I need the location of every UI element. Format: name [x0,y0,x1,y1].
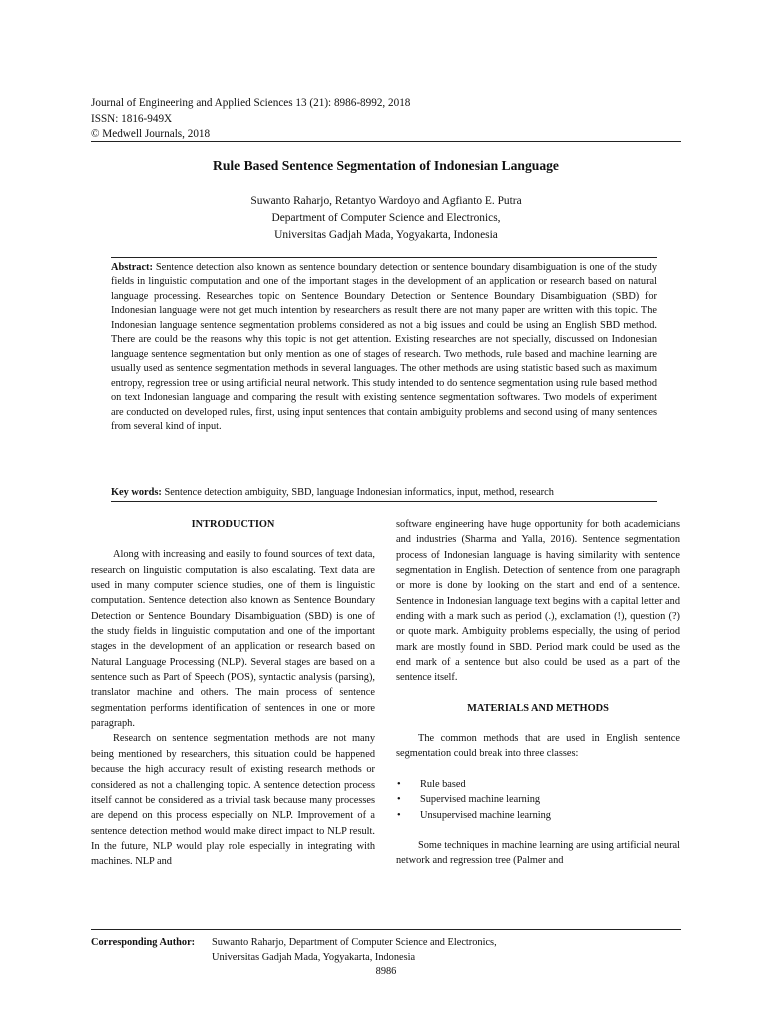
keywords [111,487,657,498]
intro-paragraph-2: Research on sentence segmentation methods are not many being mentioned by researchers, this situation could be happened because the high accuracy result of existing research methods or considered as not a challenging topic. A sentence detection process itself cannot be considered as a trivial task because many processes are depend on this process especially on NLP. Improvement of a sentence detection method would make direct impact to NLP result. In the future, NLP would play role especially in integrating with machines. NLP and [91,733,375,868]
list-item: • Supervised machine learning [396,792,680,807]
intro-paragraph-1: Along with increasing and easily to found sources of text data, research on linguistic computation is also escalating. Text data are used in many computer science studies, one of them is linguistic computation. Sentence detection also known as Sentence Boundary Detection or Sentence Boundary Disambiguation (SBD) is one of the study fields in linguistic computation and one of the important stages in the development of an application or research based on Natural Language Processing (NLP). Several stages are based on a sentence such as Part of Speech (POS), syntactic analysis (parsing), translator machine and others. The main process of sentence segmentation performs identification of sentences in one or more paragraph. [91,549,375,730]
corresponding-author [91,935,497,966]
abstract-top-divider [111,257,657,258]
abstract [111,261,657,434]
bullet-icon: • [397,794,401,806]
methods-list [396,777,680,823]
section-heading-methods: MATERIALS AND METHODS [467,702,609,714]
header-divider [91,141,681,142]
author-university: Universitas Gadjah Mada, Yogyakarta, Indonesia [274,229,498,241]
abstract-bottom-divider [111,501,657,502]
corresponding-label: Corresponding Author: [91,937,196,948]
list-item: • Rule based [396,777,680,792]
footer-divider [91,929,681,930]
bullet-icon: • [397,778,401,790]
journal-copyright: © Medwell Journals, 2018 [91,128,211,141]
bullet-icon: • [397,809,401,821]
corresponding-line-1: Suwanto Raharjo, Department of Computer Science and Electronics, [212,937,497,948]
journal-issn: ISSN: 1816-949X [91,112,173,125]
corresponding-line-2: Universitas Gadjah Mada, Yogyakarta, Indonesia [212,952,416,964]
left-column [91,517,375,870]
author-names: Suwanto Raharjo, Retantyo Wardoyo and Agfianto E. Putra [250,195,522,207]
journal-citation: Journal of Engineering and Applied Sciences 13 (21): 8986-8992, 2018 [91,97,411,109]
abstract-text: Sentence detection also known as sentence boundary detection or sentence boundary disambiguation is one of the study fields in linguistic computation and one of the important stages in the development of an application or research based on natural language processing. Researches topic on Sentence Boundary Detection or Sentence Boundary Disambiguation (SBD) for Indonesian language were not get much intention by researchers as result there are not many paper are written with this topic. The Indonesian language sentence segmentation problems considered as not a big issues and could be using an English SBD method. There are could be the reasons why this topic is not get attention. Existing researches are not specially, discussed on Indonesian language sentence segmentation but only mention as one of stages of research. Two methods, rule based and machine learning are usually used as sentence segmentation methods in several languages. The other methods are using statistic based such as maximum entropy, regression tree or using artificial neural network. This study intended to do sentence segmentation using rule based method on text Indonesian language and comparing the result with existing sentence segmentation softwares. Two models of experiment are conducted on developed rules, first, using input sentences that contain ambiguity problems and second using of many sentences from several kind of input. [111,262,658,432]
paper-title: Rule Based Sentence Segmentation of Indonesian Language [213,158,559,173]
methods-paragraph-1: The common methods that are used in English sentence segmentation could break into three classes: [396,733,680,760]
section-heading-introduction: INTRODUCTION [191,519,275,530]
author-block [91,193,681,244]
list-item: • Unsupervised machine learning [396,808,680,823]
keywords-text: Sentence detection ambiguity, SBD, language Indonesian informatics, input, method, research [164,487,554,498]
author-department: Department of Computer Science and Electronics, [271,212,501,224]
right-column [396,517,680,869]
abstract-label: Abstract: [111,262,153,273]
journal-header [91,96,410,143]
page-number: 8986 [375,966,397,977]
keywords-label: Key words: [111,487,162,498]
methods-paragraph-2: Some techniques in machine learning are using artificial neural network and regression tree (Palmer and [396,839,680,867]
intro-paragraph-continued: software engineering have huge opportunity for both academicians and industries (Sharma and Yalla, 2016). Sentence segmentation process of Indonesian language is having similarity with sentence segmentation in English. Detection of sentence from one paragraph or more is done by looking on the start and end of a sentence. Sentence in Indonesian language text begins with a capital letter and ending with a mark such as period (.), exclamation (!), question (?) or quote mark. Ambiguity problems especially, the using of period mark are mostly found in SBD. Period mark could be used as the end mark of a sentence but also could be used as a part of the sentence itself. [396,519,680,684]
